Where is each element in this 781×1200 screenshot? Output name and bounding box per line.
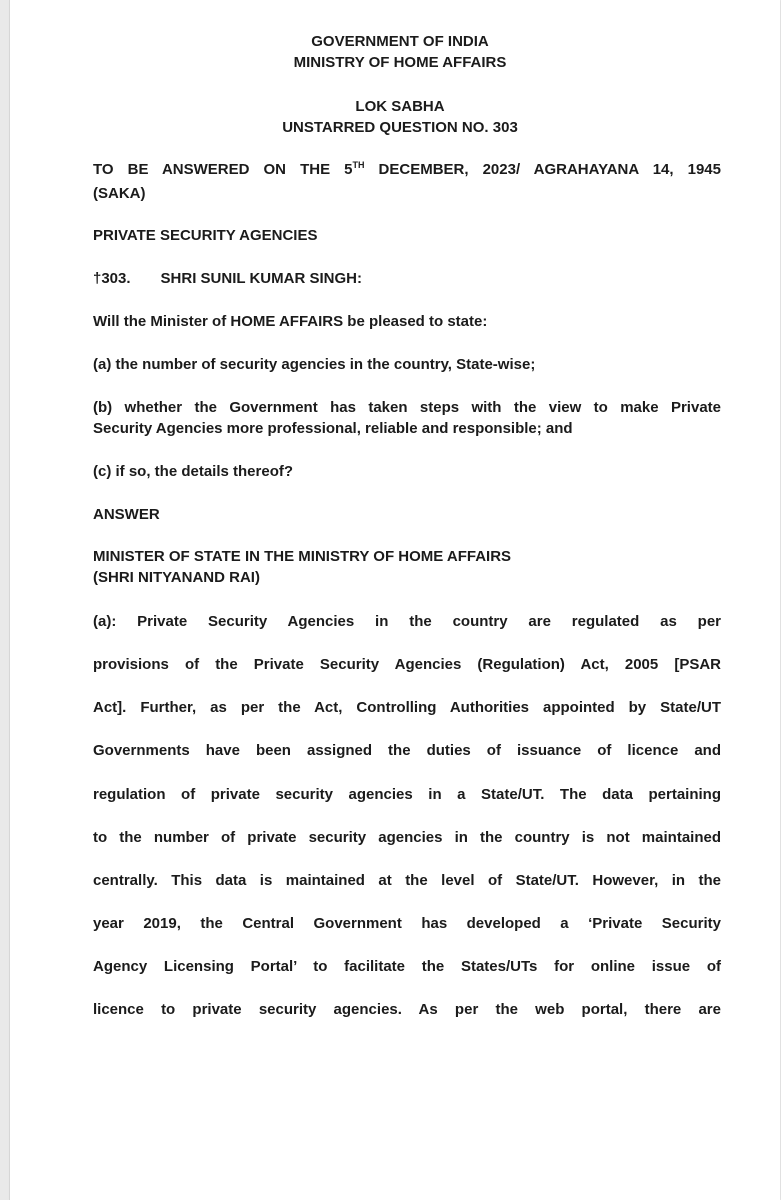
question-header [93, 268, 362, 289]
member-name: SHRI SUNIL KUMAR SINGH: [160, 270, 362, 287]
header-government: GOVERNMENT OF INDIA [311, 33, 489, 50]
answer-line: licence to private security agencies. As per the web portal, there are [93, 1001, 721, 1018]
header-ministry: MINISTRY OF HOME AFFAIRS [293, 54, 507, 71]
answer-line: to the number of private security agencies in the country is not maintained [93, 829, 721, 846]
answer-heading: ANSWER [93, 506, 160, 523]
minister-name: (SHRI NITYANAND RAI) [93, 569, 260, 586]
answer-line: centrally. This data is maintained at the level of State/UT. However, in the [93, 872, 721, 889]
answer-line: year 2019, the Central Government has developed a ‘Private Security [93, 915, 721, 932]
question-number: †303. [93, 270, 131, 287]
answer-line: Agency Licensing Portal’ to facilitate the States/UTs for online issue of [93, 958, 721, 975]
minister-title: MINISTER OF STATE IN THE MINISTRY OF HOME AFFAIRS [93, 548, 512, 565]
date-superscript: TH [352, 160, 365, 170]
header-question-number: UNSTARRED QUESTION NO. 303 [282, 119, 518, 136]
answer-line: regulation of private security agencies in a State/UT. The data pertaining [93, 786, 721, 803]
answer-line: Governments have been assigned the duties of issuance of licence and [93, 742, 721, 759]
answer-line: (a): Private Security Agencies in the country are regulated as per [93, 613, 721, 630]
answer-line: Act]. Further, as per the Act, Controlling Authorities appointed by State/UT [93, 699, 721, 716]
question-part-a: (a) the number of security agencies in the country, State-wise; [93, 356, 536, 373]
answer-date-line: TO BE ANSWERED ON THE 5TH DECEMBER, 2023/ AGRAHAYANA 14, 1945 [93, 160, 721, 178]
question-intro: Will the Minister of HOME AFFAIRS be pleased to state: [93, 313, 488, 330]
answer-date-saka: (SAKA) [93, 185, 146, 202]
question-part-c: (c) if so, the details thereof? [93, 463, 294, 480]
question-part-b-line1: (b) whether the Government has taken steps with the view to make Private [93, 399, 721, 416]
question-subject: PRIVATE SECURITY AGENCIES [93, 227, 318, 244]
answer-line: provisions of the Private Security Agencies (Regulation) Act, 2005 [PSAR [93, 656, 721, 673]
document-page [9, 0, 780, 1200]
header-house: LOK SABHA [355, 98, 445, 115]
question-part-b-line2: Security Agencies more professional, reliable and responsible; and [93, 420, 573, 437]
